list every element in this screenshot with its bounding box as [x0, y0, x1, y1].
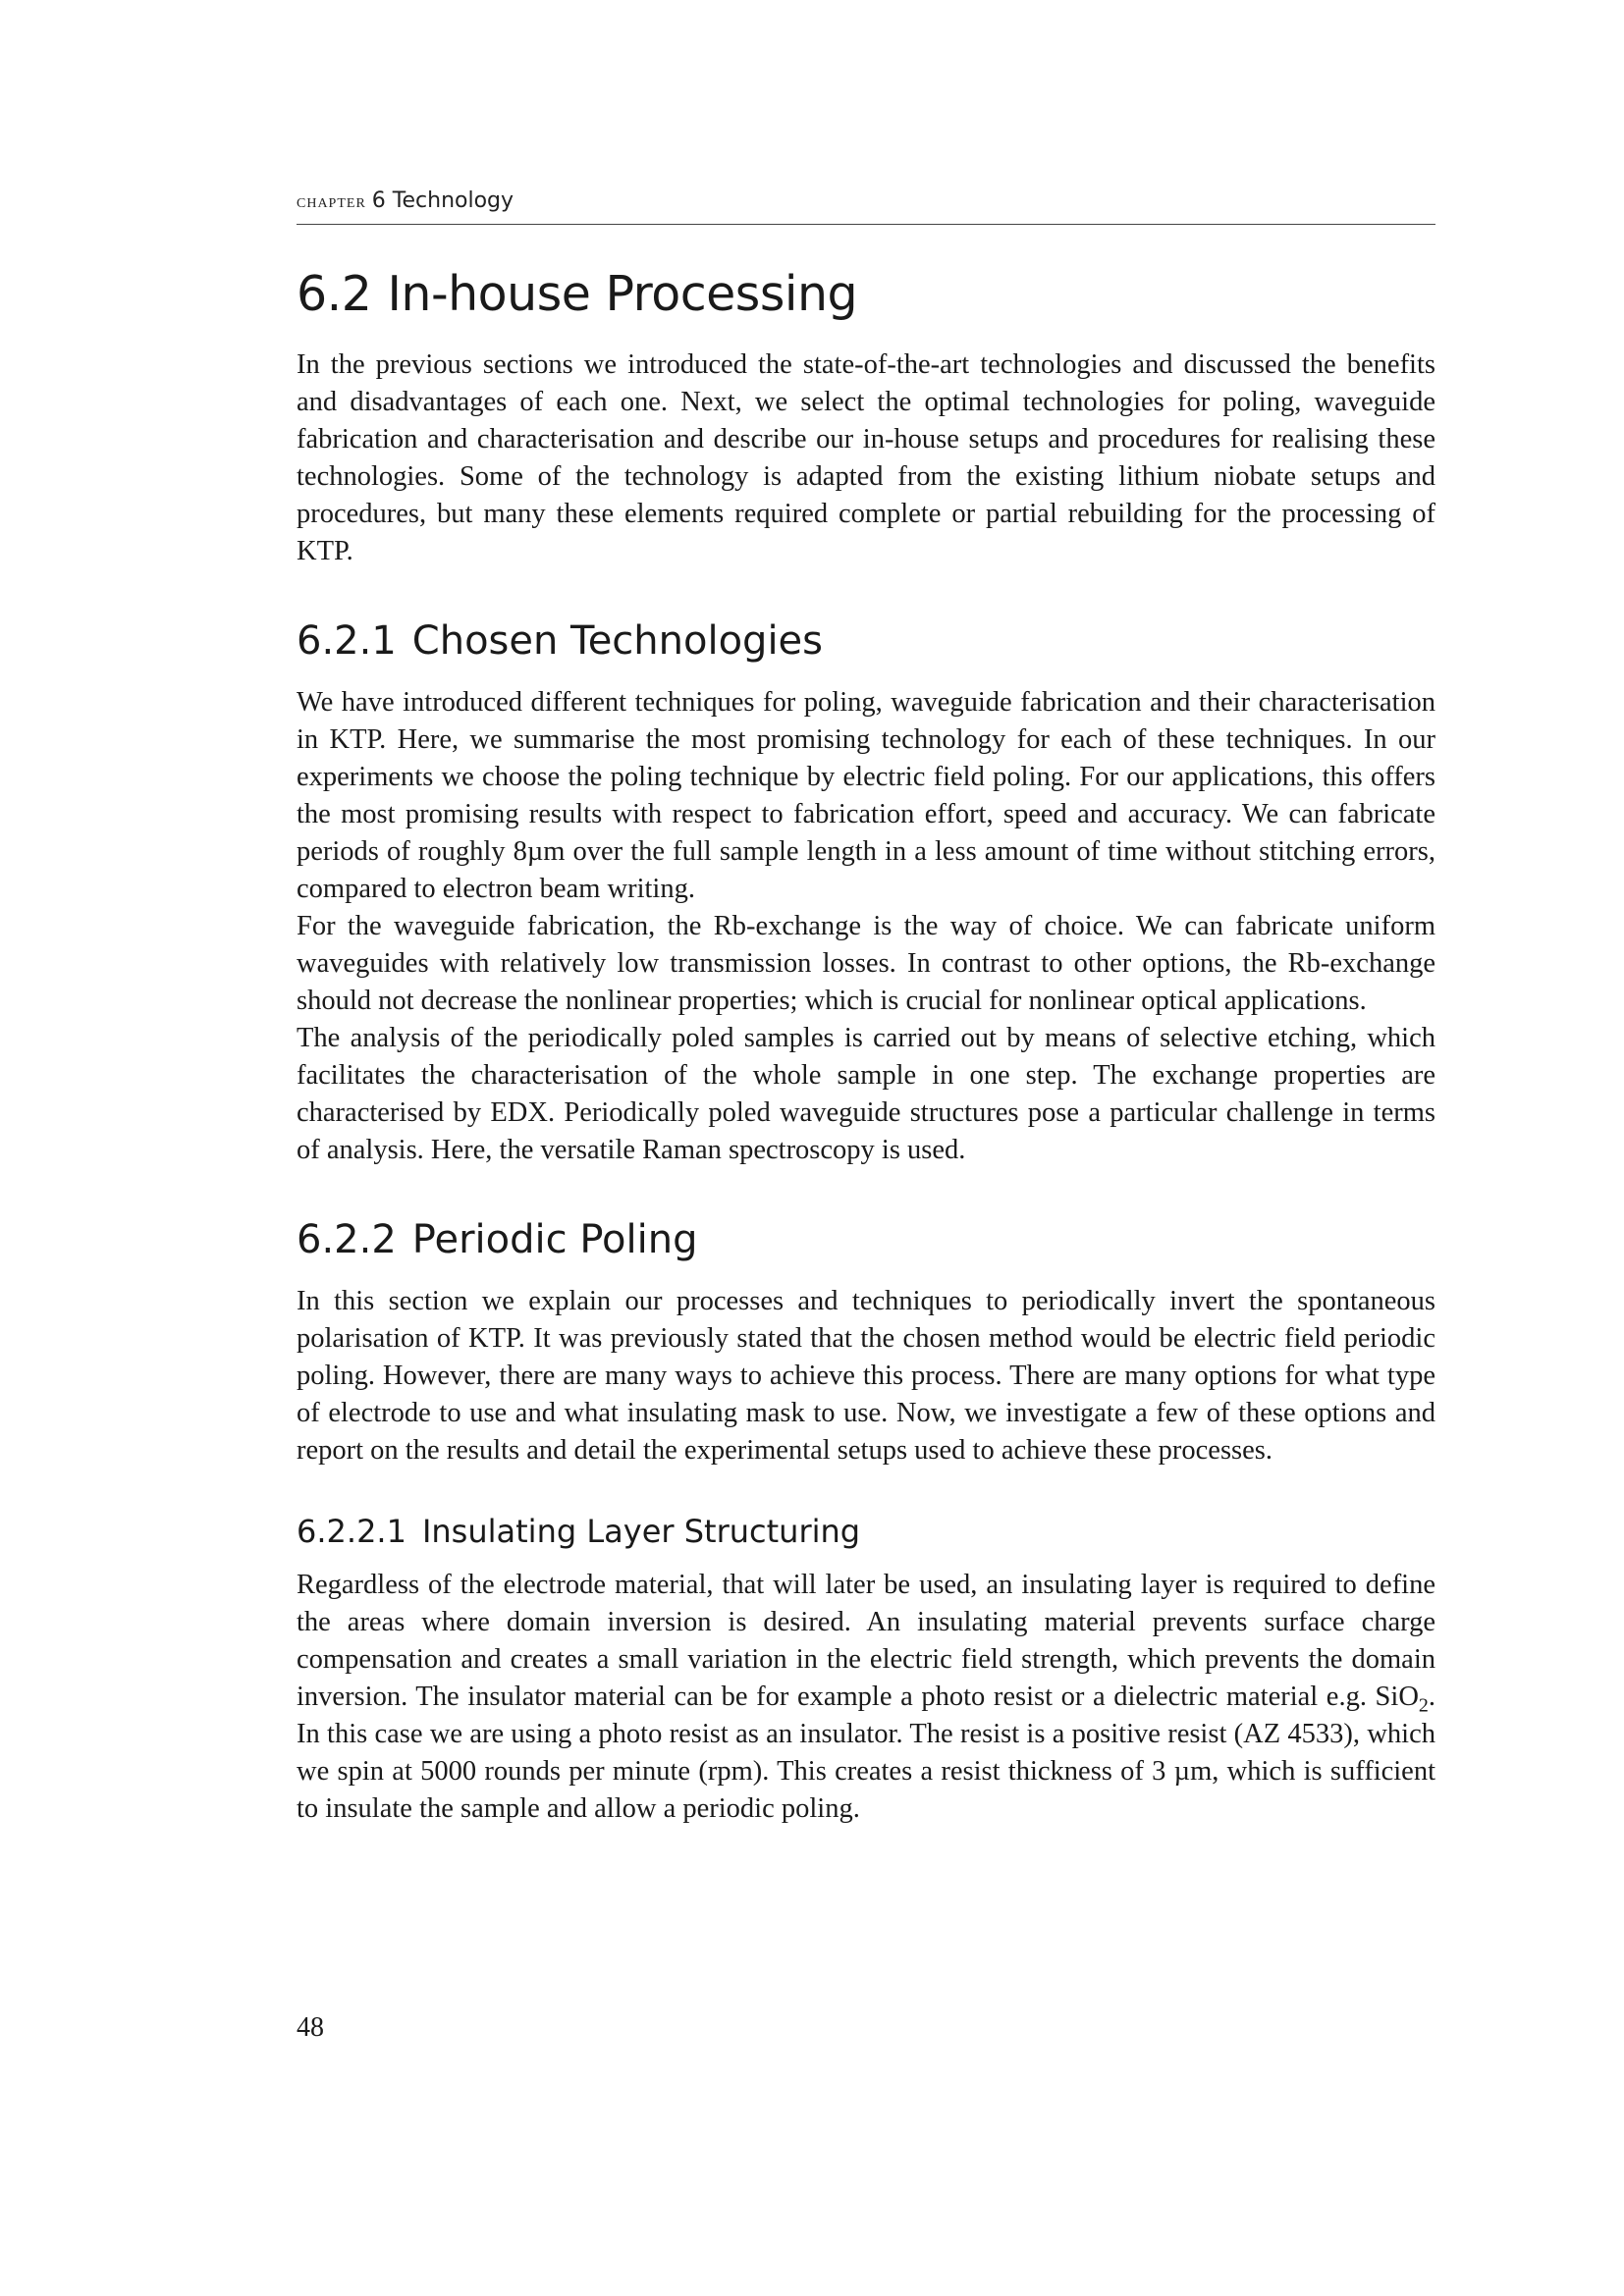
running-head-chapter-word: chapter: [297, 190, 366, 212]
chosen-technologies-paragraph-2: For the waveguide fabrication, the Rb-exchange is the way of choice. We can fabricate uniform waveguides with relatively low transmission losses. In contrast to other options, the Rb-exchange should not decrease the nonlinear properties; which is crucial for nonlinear optical applications.: [297, 910, 1435, 1016]
periodic-poling-paragraph: In this section we explain our processes and techniques to periodically invert the spontaneous polarisation of KTP. It was previously stated that the chosen method would be electric field periodic poling. However, there are many ways to achieve this process. There are many options for what type of electrode to use and what insulating mask to use. Now, we investigate a few of these options and report on the results and detail the experimental setups used to achieve these processes.: [297, 1285, 1435, 1466]
subsection-title: Chosen Technologies: [411, 617, 824, 664]
insulating-layer-text-part-1: Regardless of the electrode material, that will later be used, an insulating layer is required to define the areas where domain inversion is desired. An insulating material prevents surface charge compensation and creates a small variation in the electric field strength, which prevents the domain inversion. The insulator material can be for example a photo resist or a dielectric material e.g. SiO: [297, 1570, 1435, 1713]
insulating-layer-text-part-2: . In this case we are using a photo resist as an insulator. The resist is a positive resist (AZ 4533), which we spin at 5000 rounds per minute (rpm). This creates a resist thickness of 3 µm, which is sufficient to insulate the sample and allow a periodic poling.: [297, 1682, 1435, 1825]
subsubsection-title: Insulating Layer Structuring: [421, 1512, 861, 1550]
subsection-number: 6.2.1: [297, 617, 397, 664]
page-body: [297, 185, 1435, 1828]
subsubsection-number: 6.2.2.1: [297, 1512, 406, 1550]
chosen-technologies-paragraph-1: We have introduced different techniques for poling, waveguide fabrication and their characterisation in KTP. Here, we summarise the most promising technology for each of these techniques. In our experiments we choose the poling technique by electric field poling. For our applications, this offers the most promising results with respect to fabrication effort, speed and accuracy. We can fabricate periods of roughly 8µm over the full sample length in a less amount of time without stitching errors, compared to electron beam writing.: [297, 686, 1435, 904]
running-head: [297, 185, 1435, 225]
subsection-title: Periodic Poling: [411, 1216, 698, 1262]
subsection-number: 6.2.2: [297, 1216, 397, 1262]
sio2-subscript: 2: [1418, 1694, 1429, 1717]
running-head-chapter-title: Technology: [392, 188, 514, 213]
intro-paragraph: In the previous sections we introduced the state-of-the-art technologies and discussed the benefits and disadvantages of each one. Next, we select the optimal technologies for poling, waveguide fabrication and characterisation and describe our in-house setups and procedures for realising these technologies. Some of the technology is adapted from the existing lithium niobate setups and procedures, but many these elements required complete or partial rebuilding for the processing of KTP.: [297, 348, 1435, 566]
running-head-text: [297, 188, 514, 213]
section-title: In-house Processing: [387, 266, 858, 322]
insulating-layer-paragraph: [297, 1567, 1435, 1828]
section-heading: [297, 268, 1435, 321]
section-number: 6.2: [297, 266, 372, 322]
subsection-heading-periodic-poling: [297, 1218, 1435, 1261]
page-number: 48: [297, 2012, 324, 2043]
chosen-technologies-paragraph-3: The analysis of the periodically poled samples is carried out by means of selective etching, which facilitates the characterisation of the whole sample in one step. The exchange properties are characterised by EDX. Periodically poled waveguide structures pose a particular challenge in terms of analysis. Here, the versatile Raman spectroscopy is used.: [297, 1022, 1435, 1165]
subsection-heading-chosen-technologies: [297, 619, 1435, 663]
subsubsection-heading-insulating-layer: [297, 1512, 1435, 1550]
running-head-chapter-number: 6: [371, 188, 386, 213]
